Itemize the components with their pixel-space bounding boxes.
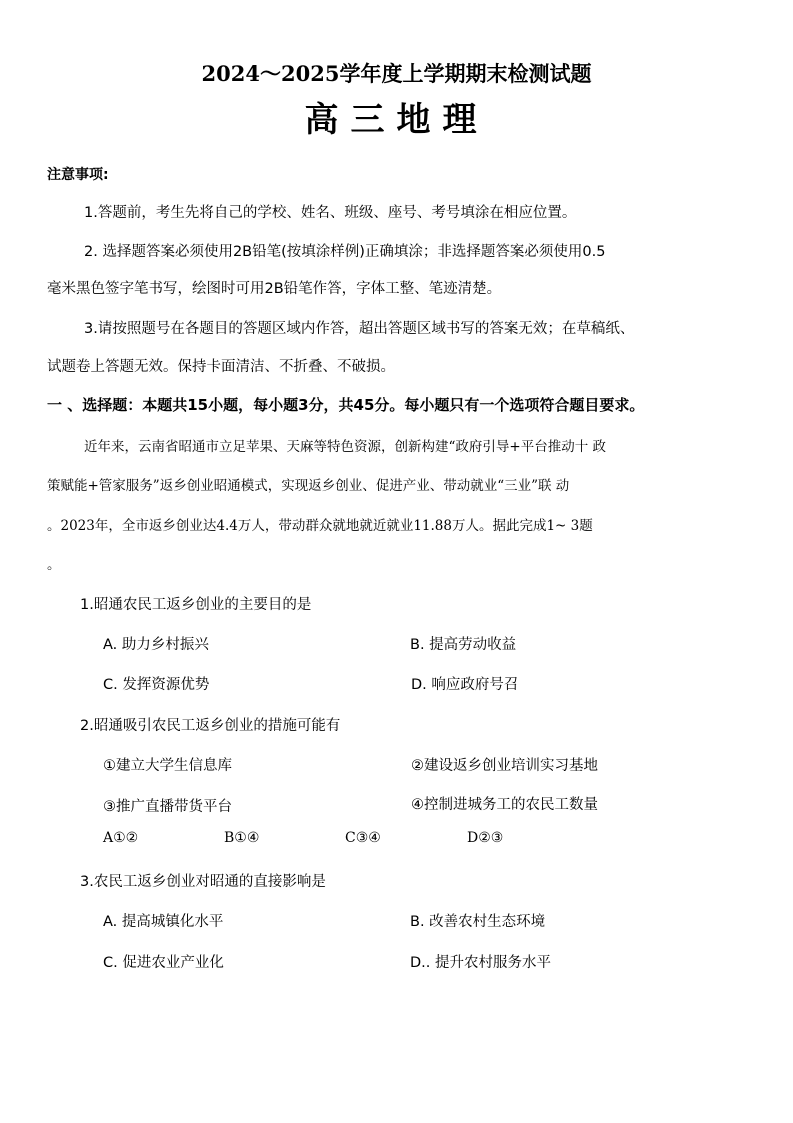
notice-item-3-line-1: 3.请按照题号在各题目的答题区域内作答，超出答题区域书写的答案无效；在草稿纸、 [84, 321, 635, 337]
notice-heading: 注意事项: [47, 167, 109, 183]
passage-line-4: 。 [47, 557, 61, 573]
subject-title: 高三地理 [304, 100, 489, 140]
question-1-option-c[interactable]: C. 发挥资源优势 [103, 677, 210, 693]
question-2-option-a[interactable]: A①② [103, 830, 139, 846]
question-2-item-1: ①建立大学生信息库 [103, 758, 232, 774]
question-2-item-4: ④控制进城务工的农民工数量 [411, 797, 598, 813]
question-2-option-d[interactable]: D②③ [467, 830, 504, 846]
passage-line-1: 近年来，云南省昭通市立足苹果、天麻等特色资源，创新构建“政府引导+平台推动十 政 [84, 439, 607, 455]
exam-title: 2024～2025学年度上学期期末检测试题 [201, 61, 592, 86]
question-3-option-b[interactable]: B. 改善农村生态环境 [410, 914, 546, 930]
section-heading: 一 、选择题：本题共15小题，每小题3分，共45分。每小题只有一个选项符合题目要求。 [47, 396, 645, 414]
question-2-item-2: ②建设返乡创业培训实习基地 [411, 758, 598, 774]
notice-item-2-line-1: 2. 选择题答案必须使用2B铅笔(按填涂样例)正确填涂；非选择题答案必须使用0.5 [84, 244, 606, 260]
question-2-stem: 2.昭通吸引农民工返乡创业的措施可能有 [80, 718, 341, 734]
notice-item-1: 1.答题前，考生先将自己的学校、姓名、班级、座号、考号填涂在相应位置。 [84, 205, 577, 221]
notice-item-3-line-2: 试题卷上答题无效。保持卡面清洁、不折叠、不破损。 [47, 359, 395, 375]
question-3-option-a[interactable]: A. 提高城镇化水平 [103, 914, 224, 930]
question-1-option-a[interactable]: A. 助力乡村振兴 [103, 637, 209, 653]
question-3-option-c[interactable]: C. 促进农业产业化 [103, 955, 224, 971]
question-1-option-d[interactable]: D. 响应政府号召 [411, 677, 519, 693]
passage-line-2: 策赋能+管家服务”返乡创业昭通模式，实现返乡创业、促进产业、带动就业“三业”联 动 [47, 478, 570, 494]
question-2-option-c[interactable]: C③④ [345, 830, 381, 846]
question-2-item-3: ③推广直播带货平台 [103, 799, 232, 815]
question-3-option-d[interactable]: D.. 提升农村服务水平 [410, 955, 551, 971]
question-1-stem: 1.昭通农民工返乡创业的主要目的是 [80, 597, 312, 613]
notice-item-2-line-2: 毫米黑色签字笔书写，绘图时可用2B铅笔作答，字体工整、笔迹清楚。 [47, 281, 502, 297]
question-3-stem: 3.农民工返乡创业对昭通的直接影响是 [80, 874, 326, 890]
passage-line-3: 。2023年，全市返乡创业达4.4万人，带动群众就地就近就业11.88万人。据此完成1~ 3题 [47, 518, 593, 534]
question-2-option-b[interactable]: B①④ [224, 830, 260, 846]
question-1-option-b[interactable]: B. 提高劳动收益 [410, 637, 517, 653]
